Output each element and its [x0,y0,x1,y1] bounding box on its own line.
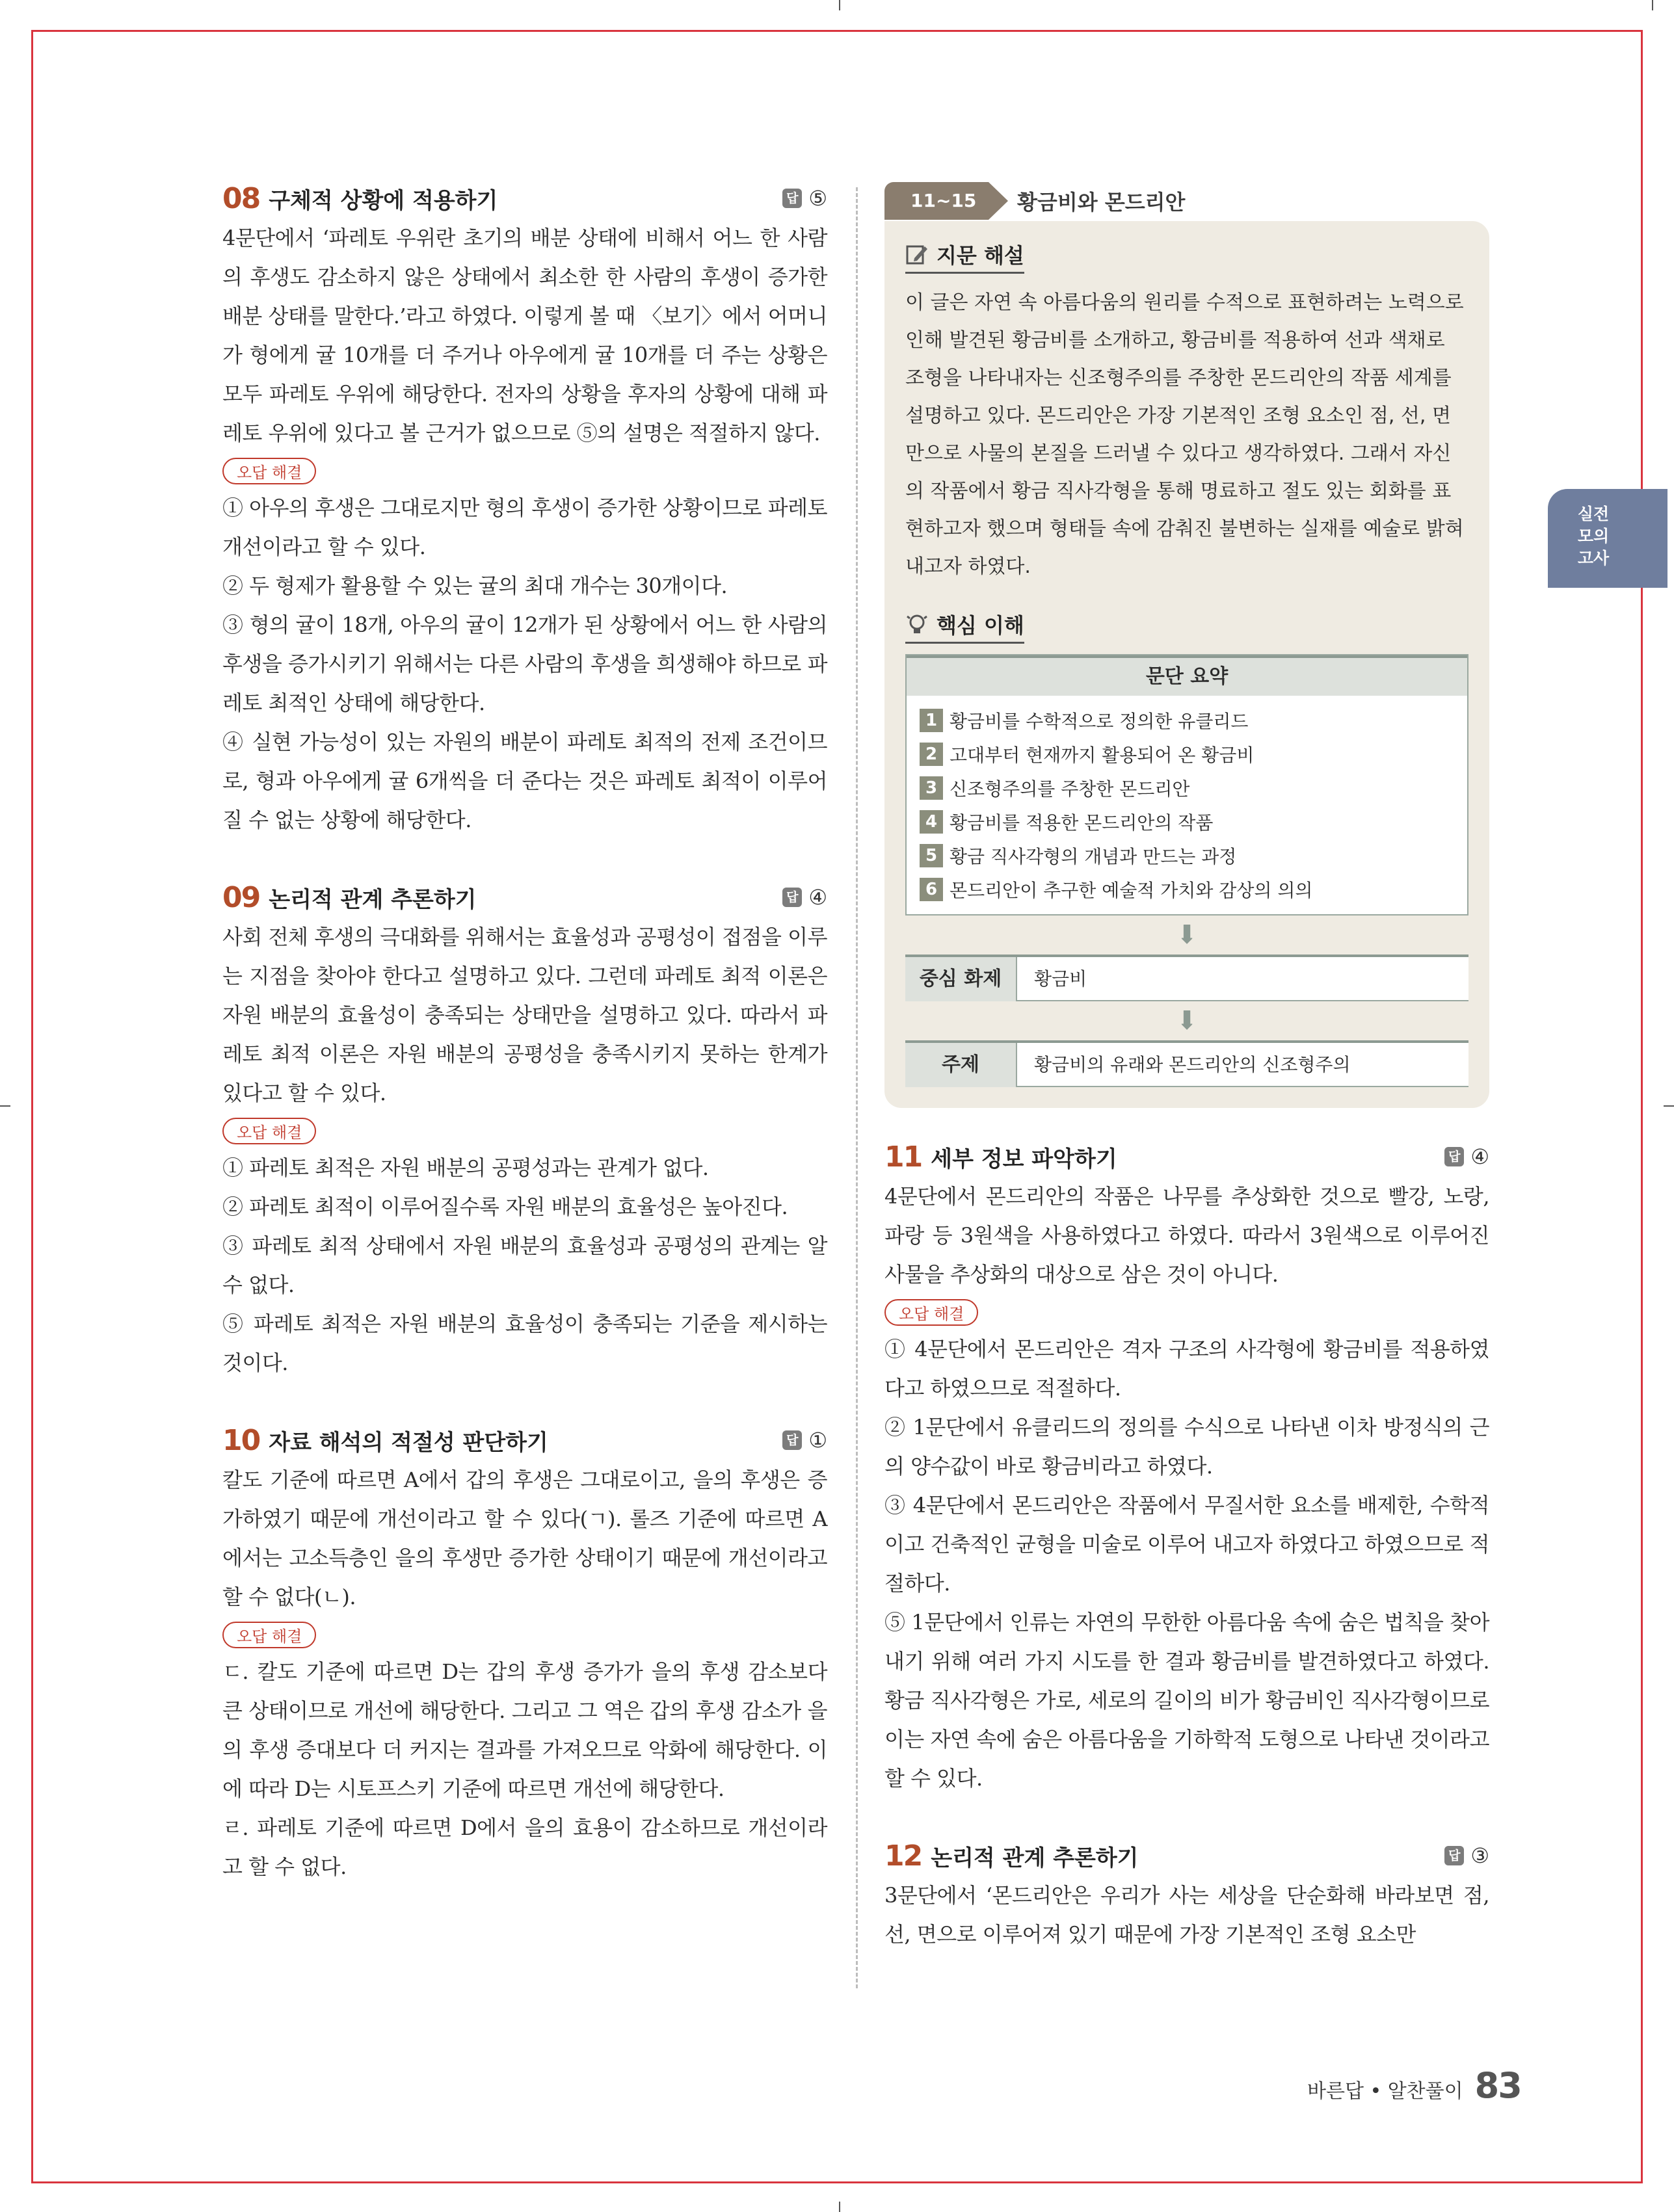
question-title: 세부 정보 파악하기 [931,1146,1117,1172]
theme-value: 황금비의 유래와 몬드리안의 신조형주의 [1017,1043,1468,1087]
question-12 [884,1839,1489,1954]
summary-item [920,805,1454,839]
question-11 [884,1140,1489,1798]
option-explanation: ⑤ 파레토 최적은 자원 배분의 효율성이 충족되는 기준을 제시하는 것이다. [222,1311,827,1375]
option-explanation: ㄷ. 칼도 기준에 따르면 D는 갑의 후생 증가가 을의 후생 감소보다 큰 상태이므로 개선에 해당한다. 그리고 그 역은 갑의 후생 감소가 을의 후생 증대보다 더 커지는 결과를 가져오므로 악화에 해당한다. 이에 따라 D는 시토프스키 기준에 따르면 개선에 해당한다. [222,1659,827,1801]
answer-value: ① [808,1428,827,1453]
answer [1444,1843,1489,1868]
page-number: 83 [1474,2065,1521,2106]
passage-commentary-text: 이 글은 자연 속 아름다움의 원리를 수적으로 표현하려는 노력으로 인해 발견된 황금비를 소개하고, 황금비를 적용하여 선과 색채로 조형을 나타내자는 신조형주의를 주창한 몬드리안의 작품 세계를 설명하고 있다. 몬드리안은 가장 기본적인 조형 요소인 점, 선, 면만으로 사물의 본질을 드러낼 수 있다고 생각하였다. 그래서 자신의 작품에서 황금 직사각형을 통해 명료하고 절도 있는 회화를 표현하고자 했으며 형태들 속에 감춰진 불변하는 실재를 예술로 밝혀내고자 하였다. [905,291,1464,578]
passage-panel [884,221,1489,1108]
side-tab-line: 실전 [1577,505,1610,523]
question-08 [222,182,827,839]
crop-mark [1664,1105,1674,1107]
central-topic-value: 황금비 [1017,957,1468,1001]
crop-mark [1652,0,1653,10]
passage-range: 11~15 [884,182,989,220]
side-tab-line: 모의 [1577,527,1610,546]
central-topic-row [905,955,1468,1001]
option-explanation: ③ 파레토 최적 상태에서 자원 배분의 효율성과 공평성의 관계는 알 수 없다. [222,1233,827,1297]
question-title: 구체적 상황에 적용하기 [269,187,498,214]
summary-item [920,704,1454,737]
answer-icon: 답 [1444,1846,1464,1865]
page-footer [1307,2065,1521,2106]
explanation: 4문단에서 ‘파레토 우위란 초기의 배분 상태에 비해서 어느 한 사람의 후생도 감소하지 않은 상태에서 최소한 한 사람의 후생이 증가한 배분 상태를 말한다.’라고 하였다. 이렇게 볼 때 〈보기〉에서 어머니가 형에게 귤 10개를 더 주거나 아우에게 귤 10개를 더 주는 상황은 모두 파레토 우위에 해당한다. 전자의 상황을 후자의 상황에 대해 파레토 우위에 있다고 볼 근거가 없으므로 ⑤의 설명은 적절하지 않다. [222,226,827,445]
option-explanation: ① 파레토 최적은 자원 배분의 공평성과는 관계가 없다. [222,1155,709,1180]
summary-number: 6 [920,878,943,901]
answer-icon: 답 [1444,1147,1464,1166]
section-side-tab[interactable] [1548,489,1667,588]
summary-item [920,873,1454,906]
crop-mark [839,0,840,10]
left-column [222,182,827,1928]
wrong-answer-badge: 오답 해결 [222,458,316,484]
answer-icon: 답 [782,189,802,208]
summary-number: 3 [920,776,943,800]
summary-number: 4 [920,810,943,834]
question-title: 자료 해석의 적절성 판단하기 [269,1429,548,1456]
question-title: 논리적 관계 추론하기 [269,886,477,913]
summary-number: 2 [920,743,943,766]
right-column [884,182,1489,1995]
summary-text: 황금비를 적용한 몬드리안의 작품 [950,812,1214,834]
summary-number: 1 [920,709,943,732]
summary-text: 황금비를 수학적으로 정의한 유클리드 [950,711,1249,732]
answer-value: ③ [1470,1843,1489,1868]
passage-tab [884,182,1489,221]
crop-mark [0,1105,10,1107]
answer [782,1428,827,1453]
question-number: 11 [884,1140,922,1174]
question-number: 10 [222,1423,260,1457]
option-explanation: ② 1문단에서 유클리드의 정의를 수식으로 나타낸 이차 방정식의 근의 양수값이 바로 황금비라고 하였다. [884,1415,1489,1479]
wrong-answer-badge: 오답 해결 [222,1622,316,1648]
footer-text: 바른답 • 알찬풀이 [1307,2080,1463,2103]
question-number: 09 [222,880,260,914]
theme-row [905,1040,1468,1087]
answer-icon: 답 [782,1430,802,1450]
answer-icon: 답 [782,888,802,907]
core-understanding-heading [905,609,1024,644]
option-explanation: ③ 4문단에서 몬드리안은 작품에서 무질서한 요소를 배제한, 수학적이고 건축적인 균형을 미술로 이루어 내고자 하였다고 하였으므로 적절하다. [884,1493,1489,1596]
passage-title: 황금비와 몬드리안 [1017,190,1186,215]
explanation: 사회 전체 후생의 극대화를 위해서는 효율성과 공평성이 접점을 이루는 지점을 찾아야 한다고 설명하고 있다. 그런데 파레토 최적 이론은 자원 배분의 효율성이 충족되는 상태만을 설명하고 있다. 따라서 파레토 최적 이론은 자원 배분의 공평성을 충족시키지 못하는 한계가 있다고 할 수 있다. [222,925,827,1105]
summary-item [920,839,1454,873]
central-topic-label: 중심 화제 [905,957,1017,1001]
paragraph-summary-box [905,654,1468,915]
option-explanation: ② 파레토 최적이 이루어질수록 자원 배분의 효율성은 높아진다. [222,1194,788,1219]
summary-list [907,696,1467,914]
summary-text: 고대부터 현재까지 활용되어 온 황금비 [950,744,1255,766]
question-09 [222,881,827,1382]
lightbulb-icon [905,612,929,636]
passage-commentary-heading [905,239,1024,274]
heading-label: 지문 해설 [937,243,1024,268]
summary-item [920,737,1454,771]
pencil-icon [905,243,929,266]
answer [782,186,827,211]
down-arrow-icon: ⬇ [1176,920,1198,950]
option-explanation: ① 4문단에서 몬드리안은 격자 구조의 사각형에 황금비를 적용하였다고 하였으므로 적절하다. [884,1337,1489,1401]
wrong-answer-badge: 오답 해결 [222,1118,316,1144]
crop-mark [839,2202,840,2212]
answer-value: ④ [1470,1144,1489,1169]
summary-number: 5 [920,844,943,867]
summary-text: 신조형주의를 주창한 몬드리안 [950,778,1190,800]
explanation: 칼도 기준에 따르면 A에서 갑의 후생은 그대로이고, 을의 후생은 증가하였기 때문에 개선이라고 할 수 있다(ㄱ). 롤즈 기준에 따르면 A에서는 고소득층인 을의 후생만 증가한 상태이기 때문에 개선이라고 할 수 없다(ㄴ). [222,1468,827,1609]
question-title: 논리적 관계 추론하기 [931,1845,1139,1871]
option-explanation: ⑤ 1문단에서 인류는 자연의 무한한 아름다움 속에 숨은 법칙을 찾아내기 위해 여러 가지 시도를 한 결과 황금비를 발견하였다고 하였다. 황금 직사각형은 가로, 세로의 길이의 비가 황금비인 직사각형이므로 이는 자연 속에 숨은 아름다움을 기하학적 도형으로 나타낸 것이라고 할 수 있다. [884,1610,1489,1791]
summary-item [920,771,1454,805]
wrong-answer-badge: 오답 해결 [884,1299,978,1326]
question-10 [222,1424,827,1886]
down-arrow-icon: ⬇ [1176,1006,1198,1036]
option-explanation: ③ 형의 귤이 18개, 아우의 귤이 12개가 된 상황에서 어느 한 사람의 후생을 증가시키기 위해서는 다른 사람의 후생을 희생해야 하므로 파레토 최적인 상태에 해당한다. [222,612,827,715]
summary-text: 황금 직사각형의 개념과 만드는 과정 [950,846,1237,867]
explanation: 3문단에서 ‘몬드리안은 우리가 사는 세상을 단순화해 바라보면 점, 선, 면으로 이루어져 있기 때문에 가장 기본적인 조형 요소만 [884,1883,1489,1947]
explanation: 4문단에서 몬드리안의 작품은 나무를 추상화한 것으로 빨강, 노랑, 파랑 등 3원색을 사용하였다고 하였다. 따라서 3원색으로 이루어진 사물을 추상화의 대상으로 삼은 것이 아니다. [884,1184,1489,1287]
summary-text: 몬드리안이 추구한 예술적 가치와 감상의 의의 [950,880,1313,901]
question-number: 12 [884,1839,922,1873]
answer-value: ④ [808,885,827,910]
option-explanation: ㄹ. 파레토 기준에 따르면 D에서 을의 효용이 감소하므로 개선이라고 할 수 없다. [222,1815,827,1879]
heading-label: 핵심 이해 [937,613,1024,638]
column-divider [856,187,858,1988]
theme-label: 주제 [905,1043,1017,1087]
option-explanation: ① 아우의 후생은 그대로지만 형의 후생이 증가한 상황이므로 파레토 개선이라고 할 수 있다. [222,495,828,559]
option-explanation: ② 두 형제가 활용할 수 있는 귤의 최대 개수는 30개이다. [222,573,728,598]
answer-value: ⑤ [808,186,827,211]
side-tab-line: 고사 [1577,549,1610,568]
answer [782,885,827,910]
answer [1444,1144,1489,1169]
summary-heading: 문단 요약 [907,655,1467,696]
option-explanation: ④ 실현 가능성이 있는 자원의 배분이 파레토 최적의 전제 조건이므로, 형과 아우에게 귤 6개씩을 더 준다는 것은 파레토 최적이 이루어질 수 없는 상황에 해당한다. [222,730,827,832]
question-number: 08 [222,181,260,215]
